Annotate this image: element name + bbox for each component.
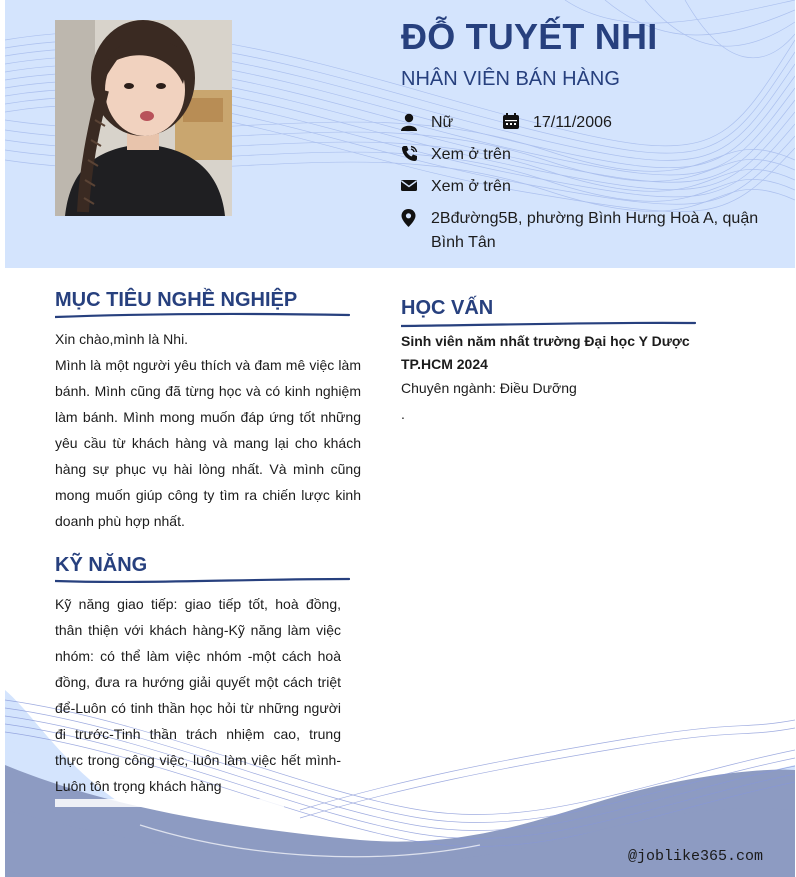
education-major: Chuyên ngành: Điều Dưỡng (401, 380, 577, 396)
address-value: 2Bđường5B, phường Bình Hưng Hoà A, quận Bình Tân (431, 210, 759, 251)
email-value: Xem ở trên (431, 178, 511, 195)
candidate-name: ĐỖ TUYẾT NHI (401, 16, 658, 57)
profile-photo (55, 20, 232, 216)
email-row (401, 175, 741, 199)
skills-title: KỸ NĂNG (55, 554, 148, 576)
envelope-icon (401, 177, 419, 195)
objective-body: Mình là một người yêu thích và đam mê việc làm bánh. Mình cũng đã từng học và có kinh nghiệm làm bánh. Mình mong muốn đáp ứng tốt những yêu cầu từ khách hàng và mang lại cho khách hàng sự phục vụ hài lòng nhất. Và mình cũng mong muốn giúp công ty tìm ra chiến lược kinh doanh phù hợp nhất. (55, 357, 361, 529)
education-extra: . (401, 406, 405, 422)
birthday-value: 17/11/2006 (533, 114, 612, 131)
objective-underline (55, 312, 350, 320)
phone-icon (401, 145, 419, 163)
birthday-row (503, 111, 663, 135)
education-title: HỌC VẤN (401, 297, 494, 319)
gender-value: Nữ (431, 114, 454, 131)
objective-title: MỤC TIÊU NGHỀ NGHIỆP (55, 289, 298, 311)
gender-row (401, 111, 501, 135)
candidate-position: NHÂN VIÊN BÁN HÀNG (401, 68, 620, 90)
education-underline (401, 320, 696, 328)
faded-highlight-bar (55, 799, 284, 807)
watermark: @joblike365.com (627, 848, 763, 865)
phone-row (401, 143, 741, 167)
calendar-icon (503, 113, 521, 131)
user-icon (401, 113, 419, 131)
objective-greeting: Xin chào,mình là Nhi. (55, 331, 189, 347)
address-row (401, 207, 761, 257)
map-pin-icon (401, 209, 419, 227)
phone-value: Xem ở trên (431, 146, 511, 163)
skills-underline (55, 577, 350, 585)
education-school: Sinh viên năm nhất trường Đại học Y Dược TP.HCM 2024 (401, 333, 690, 372)
skills-body: Kỹ năng giao tiếp: giao tiếp tốt, hoà đồng, thân thiện với khách hàng-Kỹ năng làm việc nhóm: có thể làm việc nhóm -một cách hoà đồng, đưa ra hướng giải quyết một cách triệt để-Luôn có tinh thần học hỏi từ những người đi trước-Tinh thần trách nhiệm cao, trung thực trong công việc, luôn làm việc hết mình-Luôn tôn trọng khách hàng (55, 596, 341, 794)
